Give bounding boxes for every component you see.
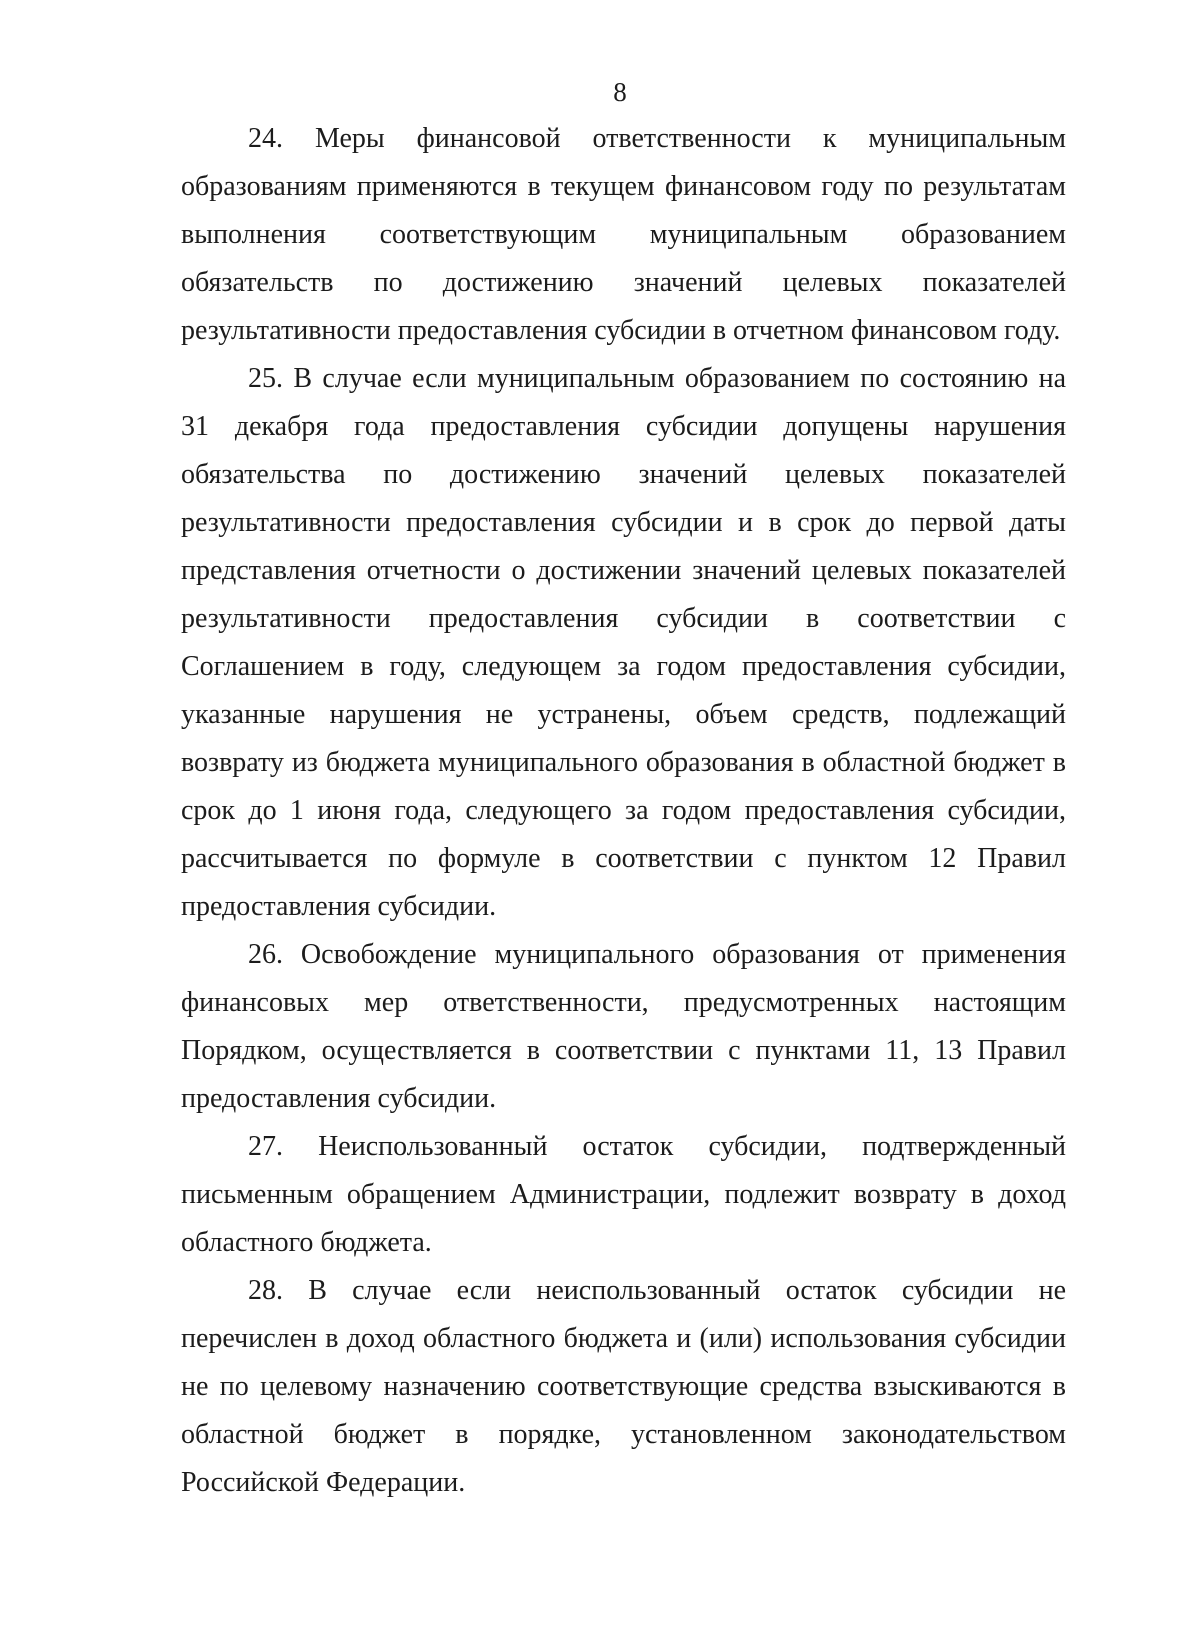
paragraph-28 [181,1267,1066,1507]
paragraph-text: Меры финансовой ответственности к муниципальным образованиям применяются в текущем финансовом году по результатам выполнения соответствующим муниципальным образованием обязательств по достижению значений целевых показателей результативности предоставления субсидии в отчетном финансовом году. [181,123,1066,346]
document-body [181,115,1066,1507]
page-number: 8 [613,77,627,107]
paragraph-26 [181,931,1066,1123]
paragraph-text: Освобождение муниципального образования от применения финансовых мер ответственности, предусмотренных настоящим Порядком, осуществляется в соответствии с пунктами 11, 13 Правил предоставления субсидии. [181,939,1066,1114]
paragraph-24 [181,115,1066,355]
paragraph-25 [181,355,1066,931]
paragraph-text: В случае если муниципальным образованием по состоянию на 31 декабря года предоставления субсидии допущены нарушения обязательства по достижению значений целевых показателей результативности предоставления субсидии и в срок до первой даты представления отчетности о достижении значений целевых показателей результативности предоставления субсидии в соответствии с Соглашением в году, следующем за годом предоставления субсидии, указанные нарушения не устранены, объем средств, подлежащий возврату из бюджета муниципального образования в областной бюджет в срок до 1 июня года, следующего за годом предоставления субсидии, рассчитывается по формуле в соответствии с пунктом 12 Правил предоставления субсидии. [181,363,1067,922]
paragraph-text: В случае если неиспользованный остаток субсидии не перечислен в доход областного бюджета и (или) использования субсидии не по целевому назначению соответствующие средства взыскиваются в областной бюджет в порядке, установленном законодательством Российской Федерации. [181,1275,1067,1498]
paragraph-number: 24. [248,123,283,154]
paragraph-number: 28. [248,1275,283,1306]
paragraph-number: 25. [248,363,283,394]
paragraph-text: Неиспользованный остаток субсидии, подтвержденный письменным обращением Администрации, подлежит возврату в доход областного бюджета. [181,1131,1067,1258]
paragraph-27 [181,1123,1066,1267]
paragraph-number: 27. [248,1131,283,1162]
paragraph-number: 26. [248,939,283,970]
